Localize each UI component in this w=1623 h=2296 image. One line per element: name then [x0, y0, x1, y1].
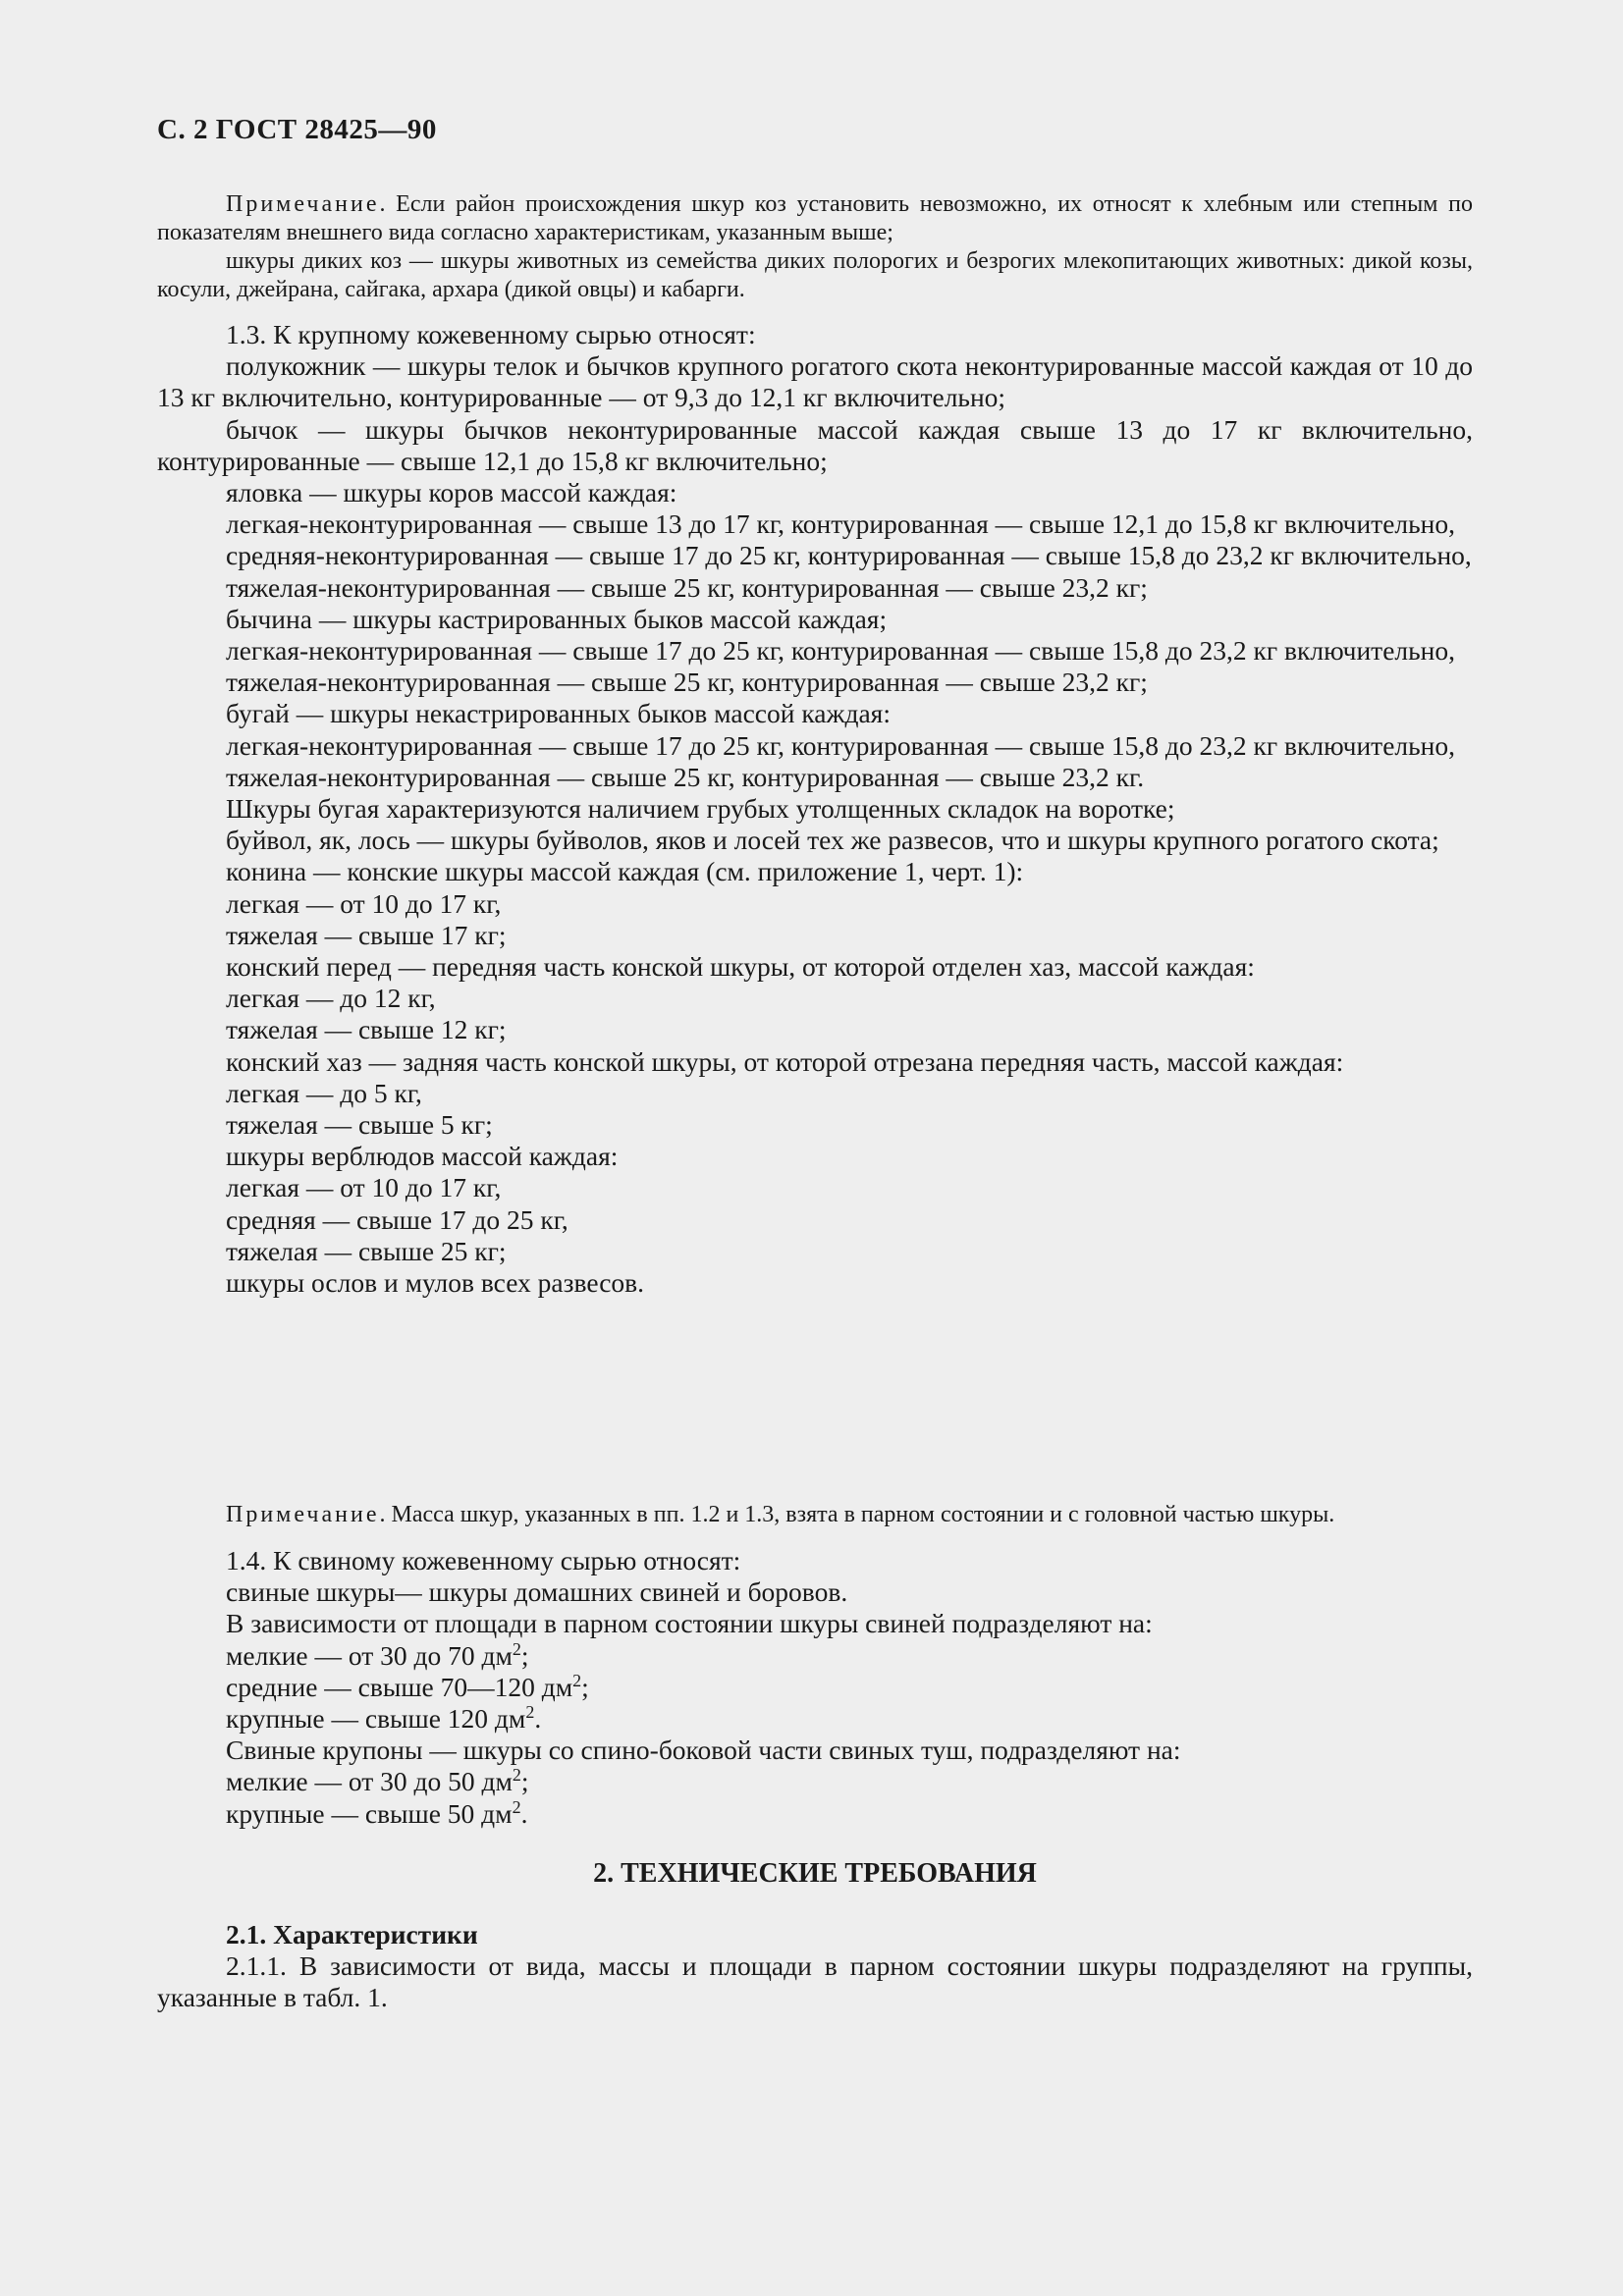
paragraph: конский хаз — задняя часть конской шкуры, от которой отрезана передняя часть, массой каждая: — [226, 1045, 1344, 1077]
paragraph: конина — конские шкуры массой каждая (см. приложение 1, черт. 1): — [226, 856, 1024, 887]
paragraph — [157, 1735, 1473, 1766]
superscript: 2 — [512, 1638, 521, 1659]
paragraph: средняя-неконтурированная — свыше 17 до 25 кг, контурированная — свыше 15,8 до 23,2 кг включительно, — [226, 540, 1472, 571]
superscript: 2 — [525, 1701, 535, 1722]
paragraph — [157, 1703, 1473, 1735]
note-label: Примечание — [226, 191, 380, 217]
paragraph: шкуры верблюдов массой каждая: — [226, 1141, 619, 1172]
paragraph: бычок — шкуры бычков неконтурированные массой каждая свыше 13 до 17 кг включительно, контурированные — свыше 12,1 до 15,8 кг включительно; — [157, 413, 1473, 476]
note-paragraph — [157, 1501, 1473, 1529]
page-header: С. 2 ГОСТ 28425—90 — [157, 114, 437, 145]
paragraph — [157, 1640, 1473, 1672]
paragraph — [157, 1576, 1473, 1608]
note-label: Примечание — [226, 1502, 380, 1527]
note-text: . Если район происхождения шкур коз установить невозможно, их относят к хлебным или степным по показателям внешнего вида согласно характеристикам, указанным выше; — [157, 191, 1473, 245]
section-1-4 — [157, 1545, 1473, 1830]
paragraph: 1.3. К крупному кожевенному сырью относят: — [226, 319, 756, 349]
paragraph: легкая — от 10 до 17 кг, — [226, 887, 502, 919]
paragraph: тяжелая — свыше 12 кг; — [226, 1014, 507, 1045]
paragraph: легкая — до 12 кг, — [226, 983, 436, 1014]
note-paragraph — [157, 190, 1473, 247]
paragraph-text: мелкие — от 30 до 50 дм — [226, 1766, 513, 1797]
paragraph: бугай — шкуры некастрированных быков массой каждая: — [226, 698, 891, 729]
paragraph-text: крупные — свыше 50 дм — [226, 1797, 513, 1829]
section-2-1 — [157, 1919, 1473, 2014]
paragraph: тяжелая — свыше 17 кг; — [226, 919, 507, 950]
punctuation: . — [520, 1797, 528, 1829]
paragraph-text: средние — свыше 70—120 дм — [226, 1671, 573, 1702]
paragraph: тяжелая — свыше 25 кг; — [226, 1235, 507, 1266]
punctuation: ; — [520, 1766, 529, 1797]
paragraph-text: В зависимости от площади в парном состоянии шкуры свиней подразделяют на: — [226, 1608, 1153, 1639]
paragraph: конский перед — передняя часть конской шкуры, от которой отделен хаз, массой каждая: — [226, 951, 1255, 983]
note-paragraph-2: шкуры диких коз — шкуры животных из семейства диких полорогих и безрогих млекопитающих животных: дикой козы, косули, джейрана, сайгака, архара (дикой овцы) и кабарги. — [157, 248, 1473, 302]
paragraph: бычина — шкуры кастрированных быков массой каждая; — [226, 603, 888, 634]
paragraph: тяжелая-неконтурированная — свыше 25 кг, контурированная — свыше 23,2 кг; — [226, 571, 1148, 603]
paragraph: яловка — шкуры коров массой каждая: — [226, 477, 677, 508]
paragraph-text: свиные шкуры— шкуры домашних свиней и боровов. — [226, 1576, 848, 1608]
punctuation: ; — [581, 1671, 589, 1702]
subsection-heading: 2.1. Характеристики — [226, 1919, 478, 1949]
paragraph-text: крупные — свыше 120 дм — [226, 1703, 526, 1735]
paragraph: 2.1.1. В зависимости от вида, массы и площади в парном состоянии шкуры подразделяют на группы, указанные в табл. 1. — [157, 1950, 1473, 2013]
paragraph-text: мелкие — от 30 до 70 дм — [226, 1639, 513, 1671]
paragraph: легкая-неконтурированная — свыше 17 до 25 кг, контурированная — свыше 15,8 до 23,2 кг включительно, — [226, 635, 1456, 667]
punctuation: . — [534, 1703, 542, 1735]
paragraph: тяжелая-неконтурированная — свыше 25 кг, контурированная — свыше 23,2 кг. — [226, 761, 1145, 792]
paragraph: полукожник — шкуры телок и бычков крупного рогатого скота неконтурированные массой каждая от 10 до 13 кг включительно, контурированные — от 9,3 до 12,1 кг включительно; — [157, 350, 1473, 413]
superscript: 2 — [512, 1796, 521, 1817]
punctuation: ; — [520, 1639, 529, 1671]
paragraph: шкуры ослов и мулов всех развесов. — [226, 1267, 645, 1299]
paragraph: легкая — от 10 до 17 кг, — [226, 1172, 502, 1203]
paragraph: легкая-неконтурированная — свыше 13 до 17 кг, контурированная — свыше 12,1 до 15,8 кг включительно, — [226, 508, 1456, 540]
paragraph: легкая-неконтурированная — свыше 17 до 25 кг, контурированная — свыше 15,8 до 23,2 кг включительно, — [226, 729, 1456, 761]
paragraph: легкая — до 5 кг, — [226, 1077, 422, 1108]
paragraph — [157, 1766, 1473, 1797]
superscript: 2 — [572, 1670, 582, 1690]
paragraph — [157, 1672, 1473, 1703]
paragraph — [157, 1545, 1473, 1576]
paragraph: буйвол, як, лось — шкуры буйволов, яков и лосей тех же развесов, что и шкуры крупного рогатого скота; — [226, 825, 1439, 856]
note-text: . Масса шкур, указанных в пп. 1.2 и 1.3, взята в парном состоянии и с головной частью шкуры. — [379, 1502, 1335, 1527]
superscript: 2 — [512, 1765, 521, 1786]
note-block-1 — [157, 190, 1473, 304]
section-heading: 2. ТЕХНИЧЕСКИЕ ТРЕБОВАНИЯ — [593, 1858, 1037, 1889]
section-1-3 — [157, 319, 1473, 1299]
paragraph: тяжелая — свыше 5 кг; — [226, 1109, 493, 1141]
note-block-2 — [157, 1501, 1473, 1529]
paragraph-text: Свиные крупоны — шкуры со спино-боковой части свиных туш, подразделяют на: — [226, 1735, 1181, 1766]
paragraph — [157, 1798, 1473, 1830]
paragraph — [157, 1608, 1473, 1639]
paragraph-text: 1.4. К свиному кожевенному сырью относят: — [226, 1545, 741, 1575]
paragraph: средняя — свыше 17 до 25 кг, — [226, 1203, 568, 1235]
paragraph: тяжелая-неконтурированная — свыше 25 кг, контурированная — свыше 23,2 кг; — [226, 667, 1148, 698]
paragraph: Шкуры бугая характеризуются наличием грубых утолщенных складок на воротке; — [226, 793, 1175, 825]
